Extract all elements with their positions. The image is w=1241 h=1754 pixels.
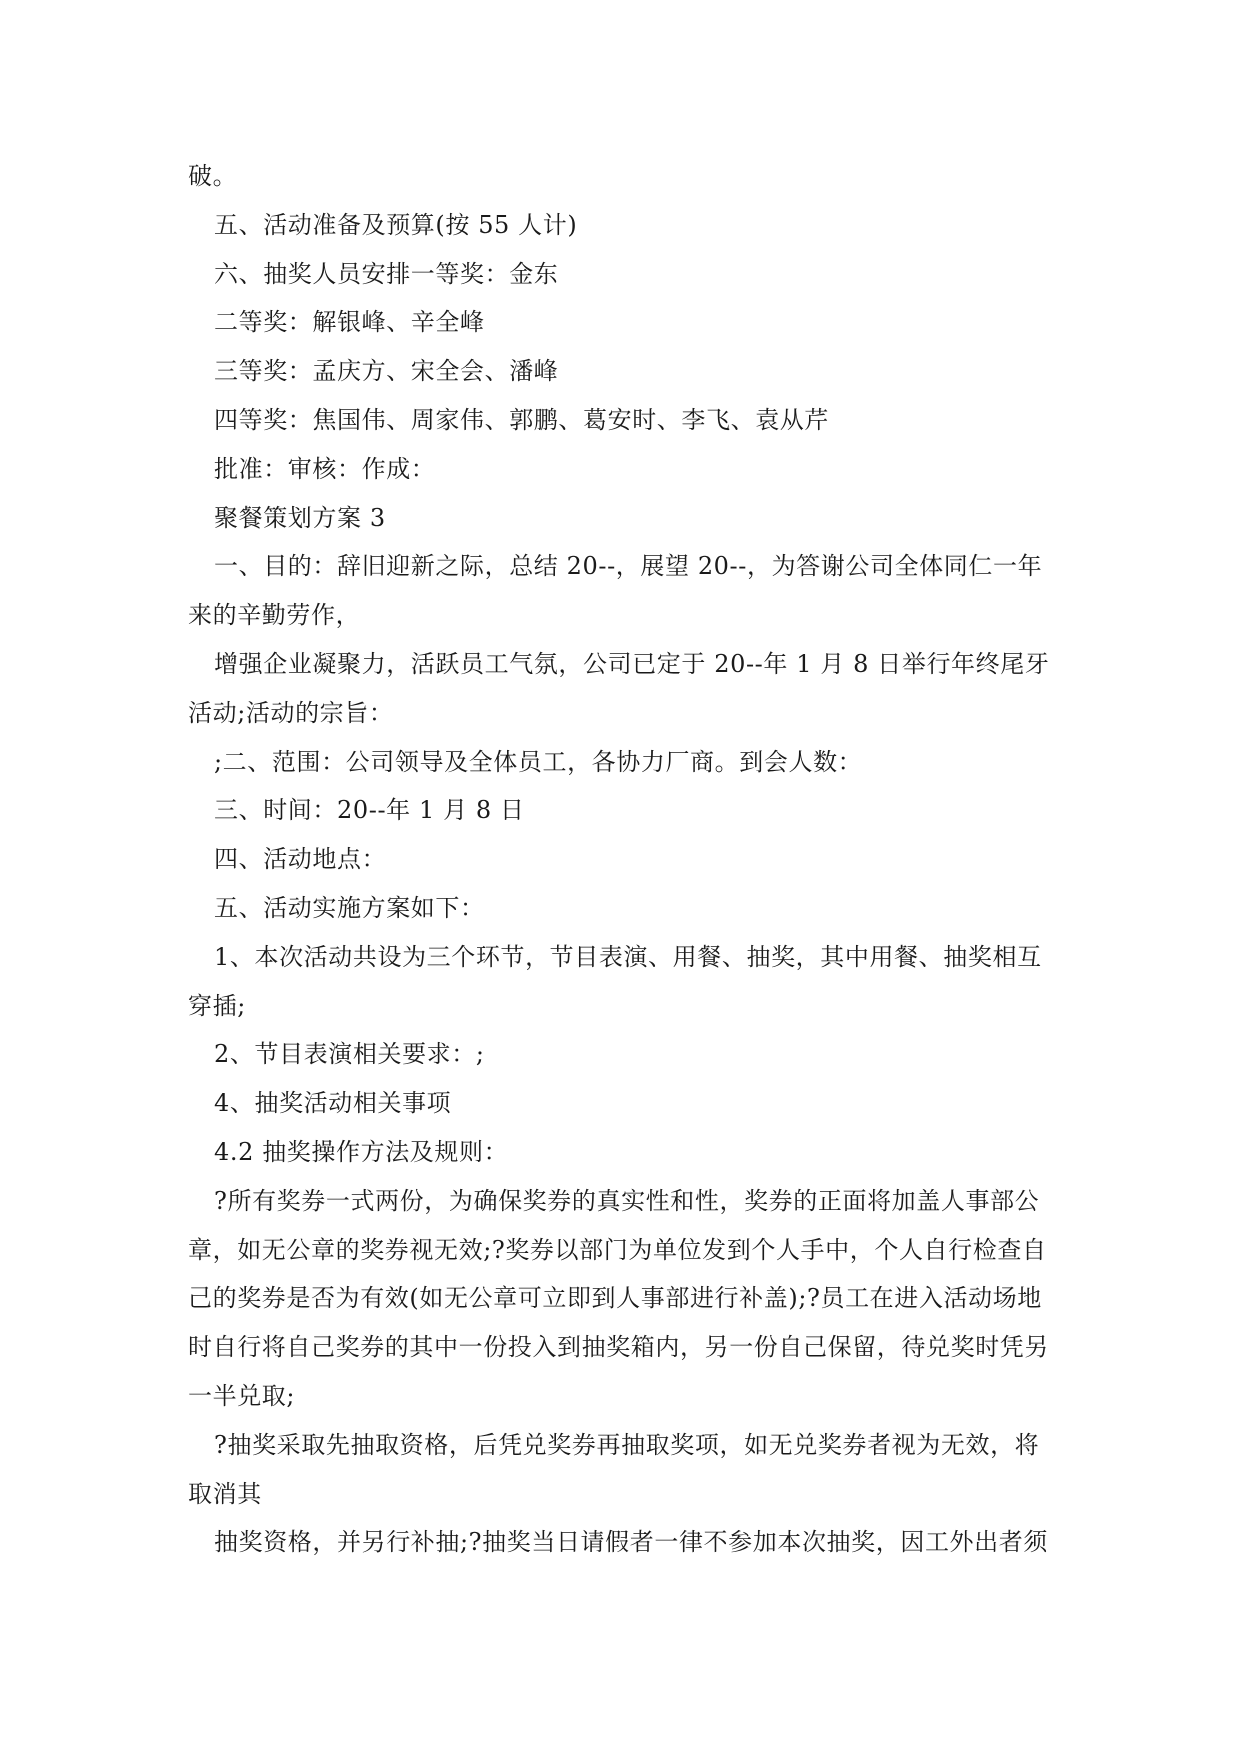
paragraph-cohesion: 增强企业凝聚力，活跃员工气氛，公司已定于 20--年 1 月 8 日举行年终尾牙活动;活动的宗旨： bbox=[188, 649, 1050, 727]
paragraph-scope: ;二、范围：公司领导及全体员工，各协力厂商。到会人数： bbox=[214, 747, 863, 776]
paragraph-third-prize: 三等奖：孟庆方、宋全会、潘峰 bbox=[214, 357, 559, 386]
paragraph-item-1: 1、本次活动共设为三个环节，节目表演、用餐、抽奖，其中用餐、抽奖相互穿插; bbox=[188, 942, 1042, 1020]
paragraph-second-prize: 二等奖：解银峰、辛全峰 bbox=[214, 308, 485, 337]
paragraph-budget-heading: 五、活动准备及预算(按 55 人计) bbox=[214, 210, 578, 239]
paragraph-draw-eligibility: 抽奖资格，并另行补抽;?抽奖当日请假者一律不参加本次抽奖，因工外出者须 bbox=[214, 1528, 1048, 1557]
paragraph-approval: 批准：审核：作成： bbox=[214, 454, 436, 483]
paragraph-item-4: 4、抽奖活动相关事项 bbox=[214, 1089, 452, 1118]
document-body bbox=[188, 152, 1054, 1567]
paragraph-location: 四、活动地点： bbox=[214, 845, 387, 874]
paragraph-draw-rules: ?抽奖采取先抽取资格，后凭兑奖券再抽取奖项，如无兑奖券者视为无效，将取消其 bbox=[188, 1430, 1040, 1508]
paragraph-fourth-prize: 四等奖：焦国伟、周家伟、郭鹏、葛安时、李飞、袁从芹 bbox=[214, 405, 829, 434]
paragraph-continuation: 破。 bbox=[188, 162, 238, 190]
paragraph-implementation: 五、活动实施方案如下： bbox=[214, 893, 485, 922]
paragraph-time: 三、时间：20--年 1 月 8 日 bbox=[214, 796, 525, 825]
paragraph-item-4-2: 4.2 抽奖操作方法及规则： bbox=[214, 1137, 509, 1166]
section-title: 聚餐策划方案 3 bbox=[214, 503, 386, 532]
paragraph-ticket-rules: ?所有奖券一式两份，为确保奖券的真实性和性，奖券的正面将加盖人事部公章，如无公章的奖券视无效;?奖券以部门为单位发到个人手中，个人自行检查自己的奖券是否为有效(如无公章可立即到人事部进行补盖);?员工在进入活动场地时自行将自己奖券的其中一份投入到抽奖箱内，另一份自己保留，待兑奖时凭另一半兑取; bbox=[188, 1186, 1049, 1410]
paragraph-item-2: 2、节目表演相关要求：; bbox=[214, 1040, 485, 1069]
paragraph-first-prize: 六、抽奖人员安排一等奖：金东 bbox=[214, 259, 559, 288]
paragraph-purpose: 一、目的：辞旧迎新之际，总结 20--，展望 20--，为答谢公司全体同仁一年来的辛勤劳作， bbox=[188, 552, 1043, 630]
